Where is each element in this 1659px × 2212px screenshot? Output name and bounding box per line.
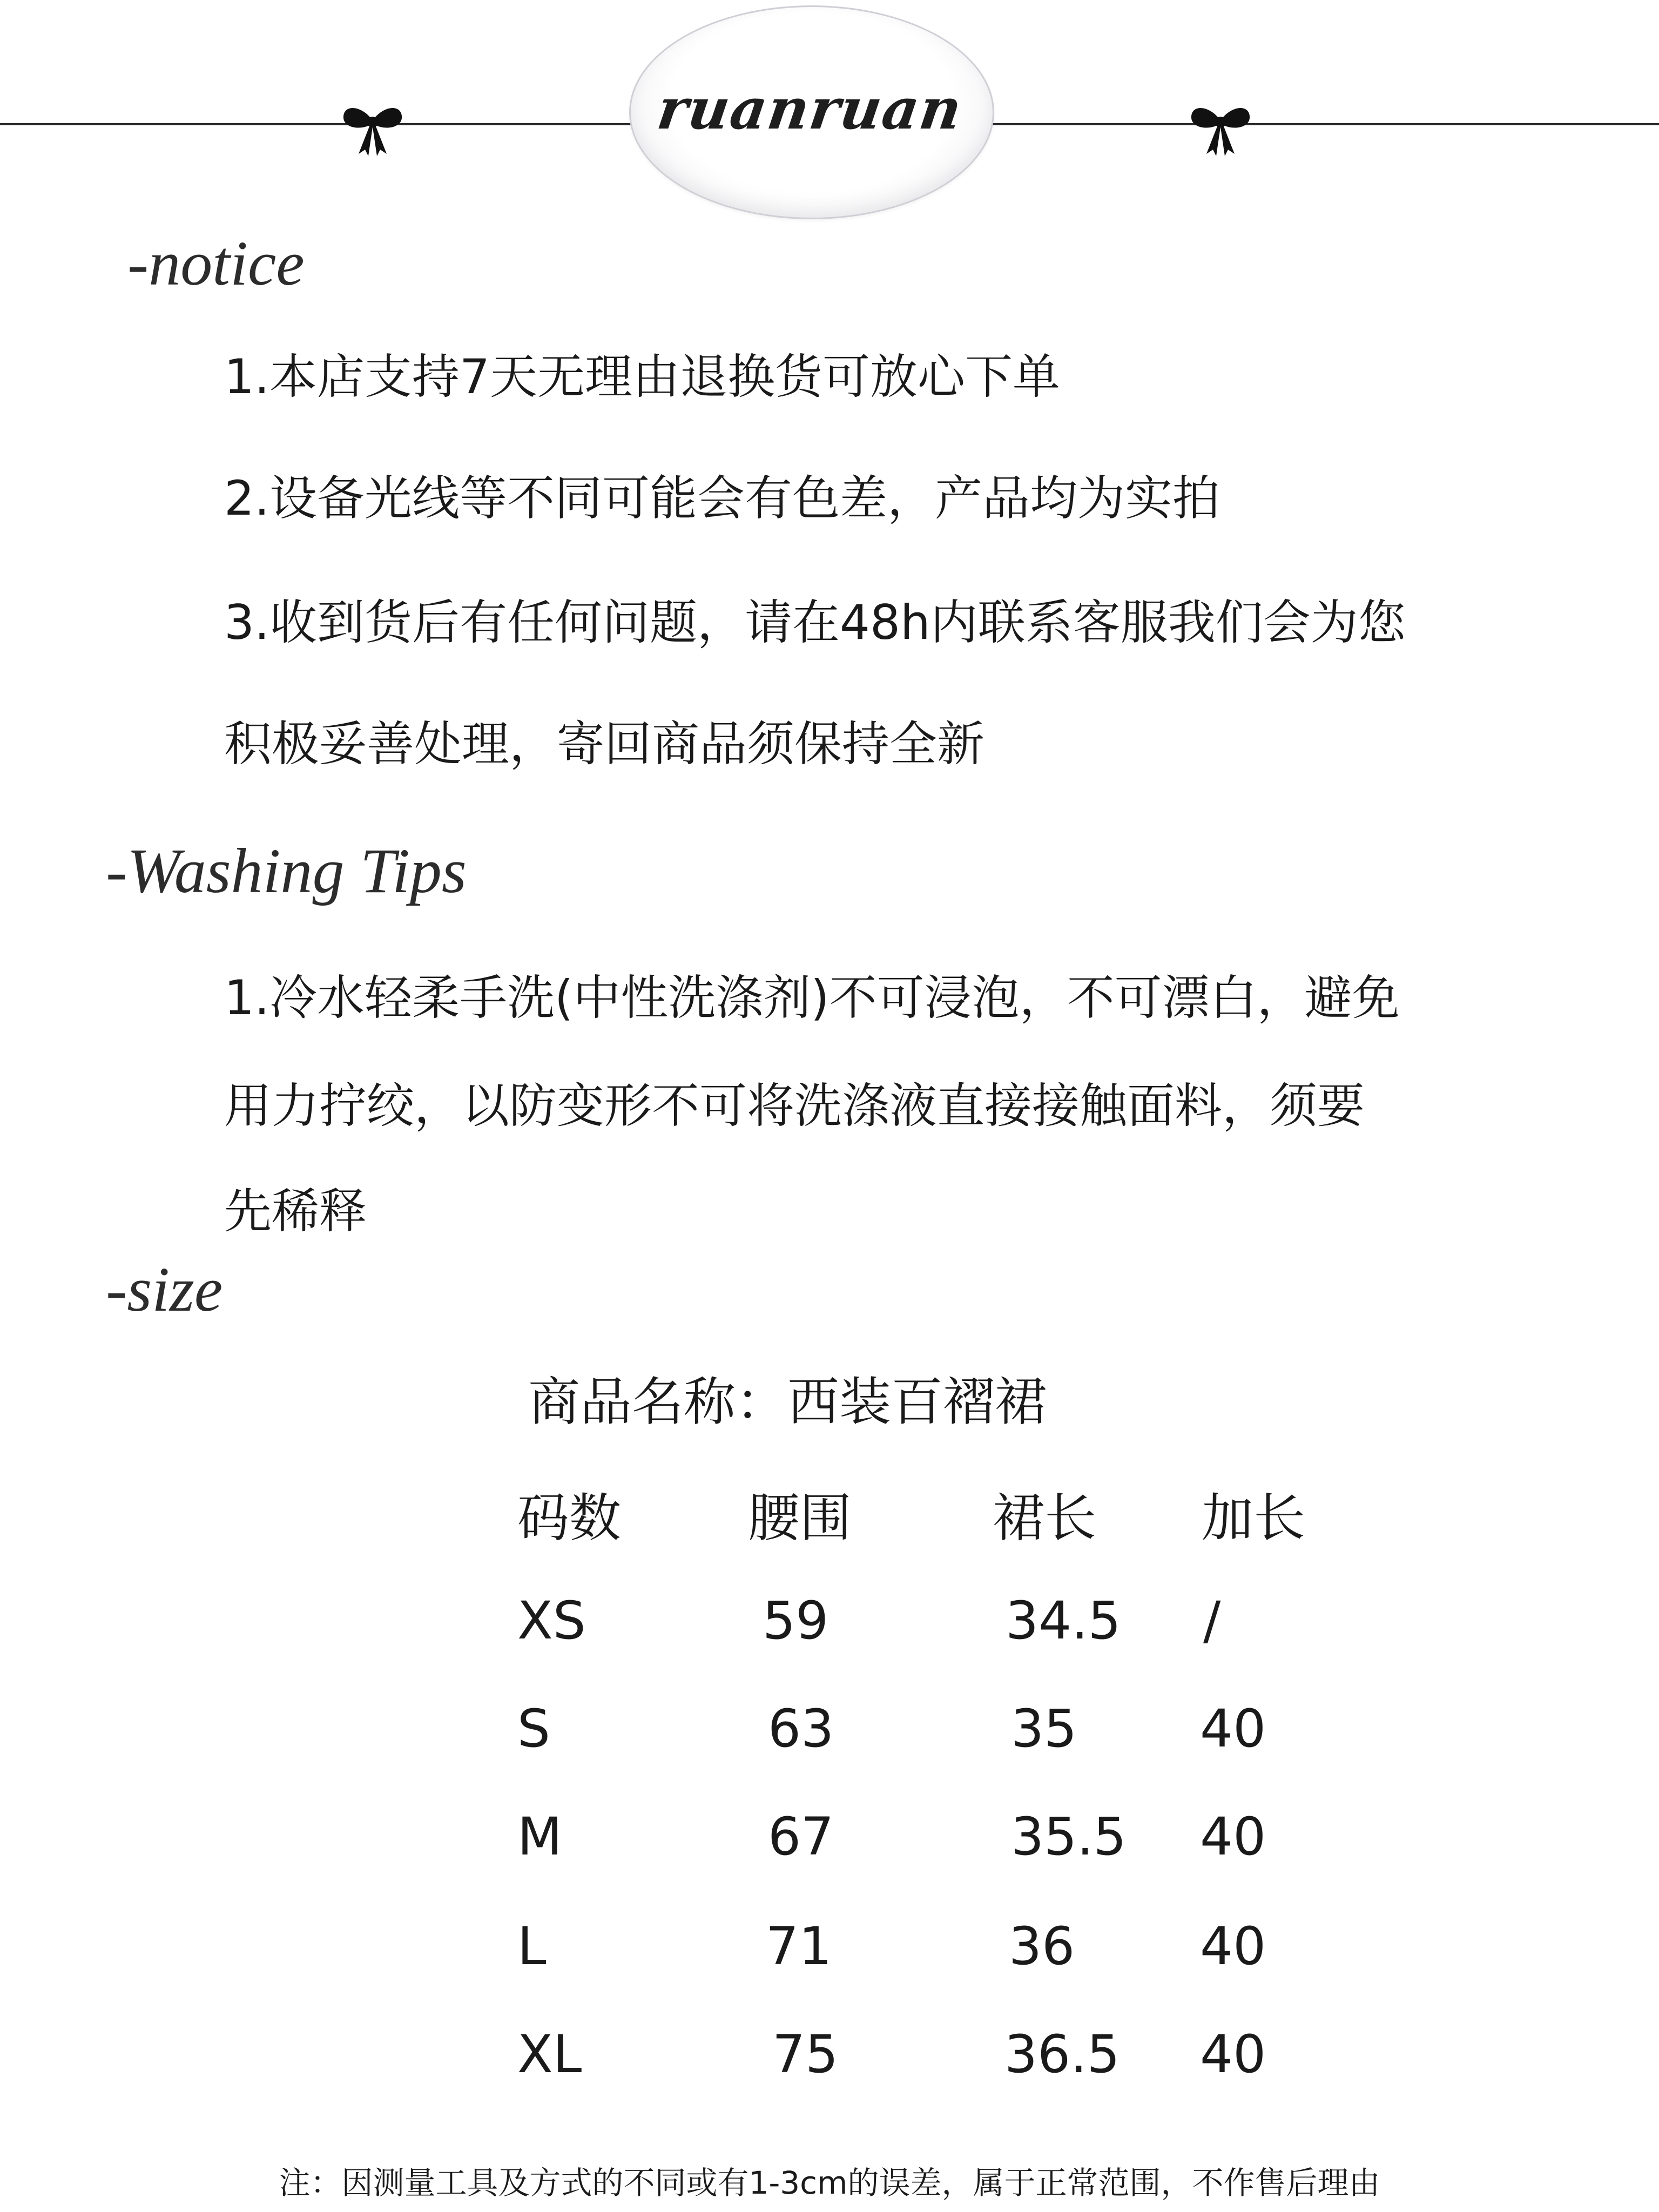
table-cell-size: L [517,1916,547,1977]
table-cell-waist: 75 [772,2024,839,2085]
table-cell-size: XS [517,1590,586,1651]
measurement-footnote: 注：因测量工具及方式的不同或有1-3cm的误差，属于正常范围，不作售后理由 [279,2164,1380,2201]
table-cell-size: XL [517,2024,582,2085]
washing-tips-heading: -Washing Tips [106,835,467,906]
table-cell-extended: 40 [1200,1698,1266,1759]
washing-line: 用力拧绞，以防变形不可将洗涤液直接接触面料，须要 [224,1078,1365,1134]
product-name: 商品名称：西装百褶裙 [528,1372,1047,1432]
size-heading: -size [106,1254,223,1325]
table-cell-size: S [517,1698,550,1759]
table-header-waist: 腰围 [748,1488,852,1548]
table-cell-waist: 67 [768,1806,834,1867]
header-rule-left [0,123,635,125]
bow-icon [340,100,405,159]
notice-line: 1.本店支持7天无理由退换货可放心下单 [224,349,1060,404]
washing-line: 1.冷水轻柔手洗(中性洗涤剂)不可浸泡，不可漂白，避免 [224,970,1400,1026]
washing-line: 先稀释 [224,1183,367,1239]
table-cell-extended: 40 [1200,1916,1266,1977]
notice-line: 3.收到货后有任何问题，请在48h内联系客服我们会为您 [224,595,1406,650]
table-cell-length: 35 [1011,1698,1077,1759]
header-rule-right [991,123,1659,125]
table-header-length: 裙长 [993,1488,1096,1548]
notice-line: 积极妥善处理，寄回商品须保持全新 [224,716,985,772]
table-cell-length: 36.5 [1004,2024,1120,2085]
table-cell-waist: 71 [766,1916,832,1977]
table-cell-extended: 40 [1200,1806,1266,1867]
table-cell-waist: 59 [763,1590,829,1651]
notice-heading: -notice [127,228,305,299]
table-cell-waist: 63 [768,1698,834,1759]
table-cell-length: 35.5 [1011,1806,1127,1867]
notice-line: 2.设备光线等不同可能会有色差，产品均为实拍 [224,470,1220,526]
brand-logo: ruanruan [653,76,967,142]
bow-icon [1188,100,1253,159]
table-header-extended: 加长 [1202,1488,1305,1548]
table-header-size: 码数 [517,1488,621,1548]
table-cell-size: M [517,1806,562,1867]
table-cell-length: 34.5 [1006,1590,1121,1651]
table-cell-extended: 40 [1200,2024,1266,2085]
table-cell-extended: / [1203,1590,1221,1651]
table-cell-length: 36 [1009,1916,1075,1977]
